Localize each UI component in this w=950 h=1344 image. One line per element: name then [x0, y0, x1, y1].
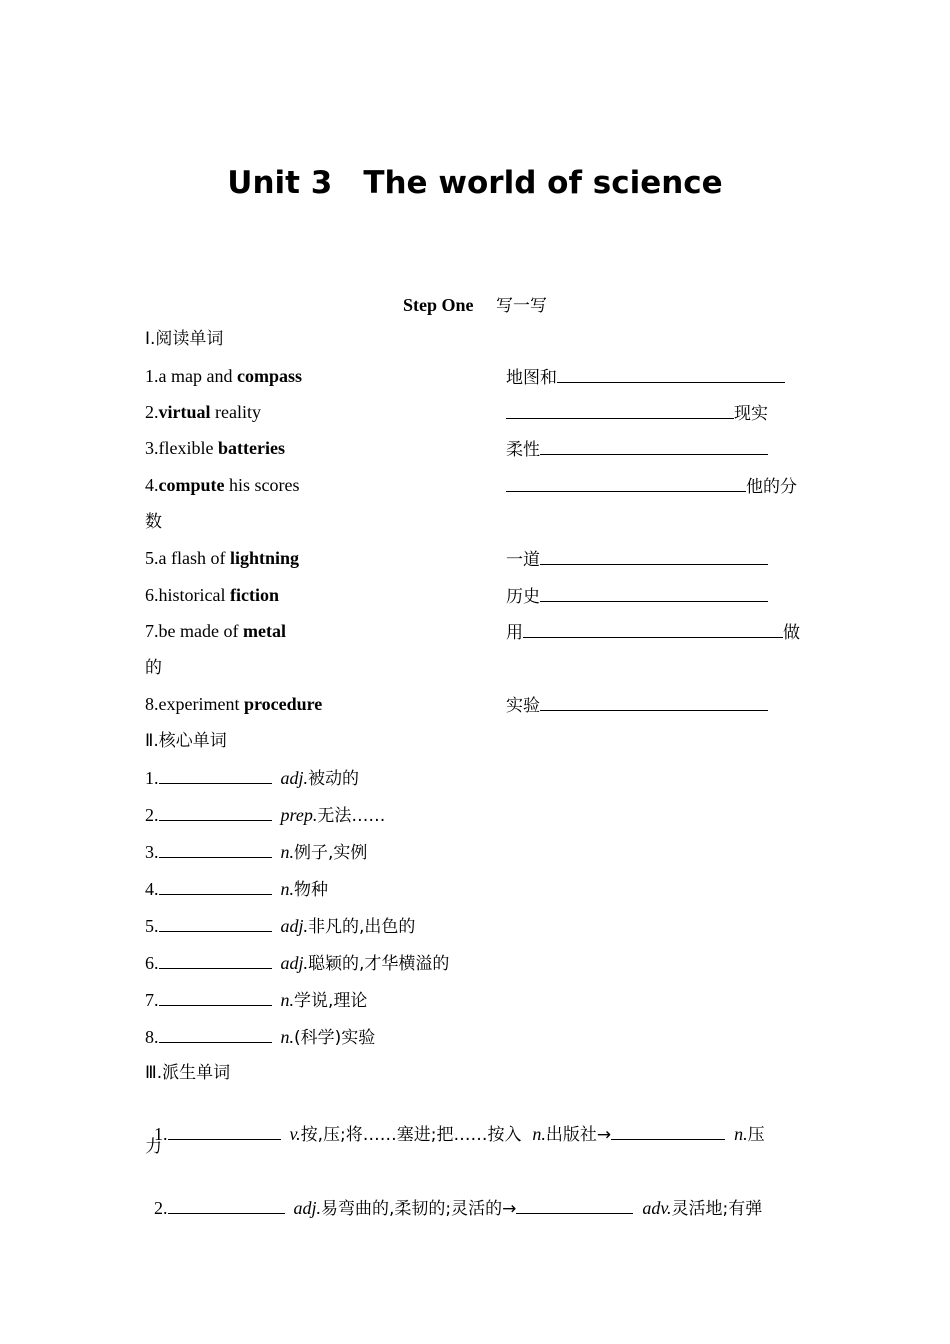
reading-translation: 现实 — [506, 400, 768, 426]
reading-translation: 实验 — [506, 692, 768, 718]
core-word-item: 4. n.物种 — [145, 876, 328, 902]
answer-blank[interactable] — [159, 1024, 272, 1043]
core-word-item: 2. prep.无法…… — [145, 802, 385, 828]
answer-blank[interactable] — [159, 876, 272, 895]
answer-blank[interactable] — [540, 583, 768, 602]
answer-blank[interactable] — [159, 765, 272, 784]
reading-item: 7.be made of metal — [145, 621, 286, 641]
core-word-item: 5. adj.非凡的,出色的 — [145, 913, 415, 939]
reading-item: 5.a flash of lightning — [145, 548, 300, 568]
reading-item: 2.virtual reality — [145, 402, 261, 422]
core-word-item: 3. n.例子,实例 — [145, 839, 367, 865]
reading-translation: 柔性 — [506, 436, 768, 462]
answer-blank[interactable] — [611, 1121, 725, 1140]
answer-blank[interactable] — [159, 950, 272, 969]
answer-blank[interactable] — [159, 802, 272, 821]
reading-item: 1.a map and compass — [145, 366, 302, 386]
core-word-item: 7. n.学说,理论 — [145, 987, 367, 1013]
answer-blank[interactable] — [540, 436, 768, 455]
reading-item: 8.experiment procedure — [145, 694, 323, 714]
core-word-item: 1. adj.被动的 — [145, 765, 359, 791]
step-heading — [0, 291, 950, 317]
section3-item-1-wrap: 力 — [145, 1137, 162, 1157]
reading-translation: 历史 — [506, 583, 768, 609]
reading-translation: 他的分 — [506, 473, 797, 499]
core-word-item: 6. adj.聪颖的,才华横溢的 — [145, 950, 449, 976]
section3-item-1: 1. v.按,压;将……塞进;把……按入 n.出版社→ n.压 — [145, 1097, 807, 1147]
section3-item-2: 2. adj.易弯曲的,柔韧的;灵活的→ adv.灵活地;有弹 — [145, 1171, 807, 1221]
answer-blank[interactable] — [159, 987, 272, 1006]
step-label: Step One — [402, 295, 474, 315]
answer-blank[interactable] — [540, 546, 768, 565]
reading-item-wrap: 的 — [145, 658, 162, 678]
reading-item-wrap: 数 — [145, 512, 162, 532]
section1-heading: Ⅰ.阅读单词 — [145, 329, 224, 349]
core-word-item: 8. n.(科学)实验 — [145, 1024, 375, 1050]
answer-blank[interactable] — [516, 1195, 633, 1214]
answer-blank[interactable] — [159, 913, 272, 932]
answer-blank[interactable] — [540, 692, 768, 711]
answer-blank[interactable] — [523, 619, 783, 638]
answer-blank[interactable] — [168, 1121, 281, 1140]
reading-translation: 一道 — [506, 546, 768, 572]
page-title: Unit 3 The world of science — [227, 165, 723, 201]
answer-blank[interactable] — [506, 473, 746, 492]
step-cn: 写一写 — [496, 296, 547, 316]
reading-translation: 用 做 — [506, 619, 800, 645]
answer-blank[interactable] — [557, 364, 785, 383]
answer-blank[interactable] — [168, 1195, 285, 1214]
reading-item: 3.flexible batteries — [145, 438, 285, 458]
answer-blank[interactable] — [506, 400, 734, 419]
section3-heading: Ⅲ.派生单词 — [145, 1063, 231, 1083]
reading-item: 6.historical fiction — [145, 585, 279, 605]
section2-heading: Ⅱ.核心单词 — [145, 731, 227, 751]
reading-translation: 地图和 — [506, 364, 785, 390]
answer-blank[interactable] — [159, 839, 272, 858]
reading-item: 4.compute his scores — [145, 475, 300, 495]
